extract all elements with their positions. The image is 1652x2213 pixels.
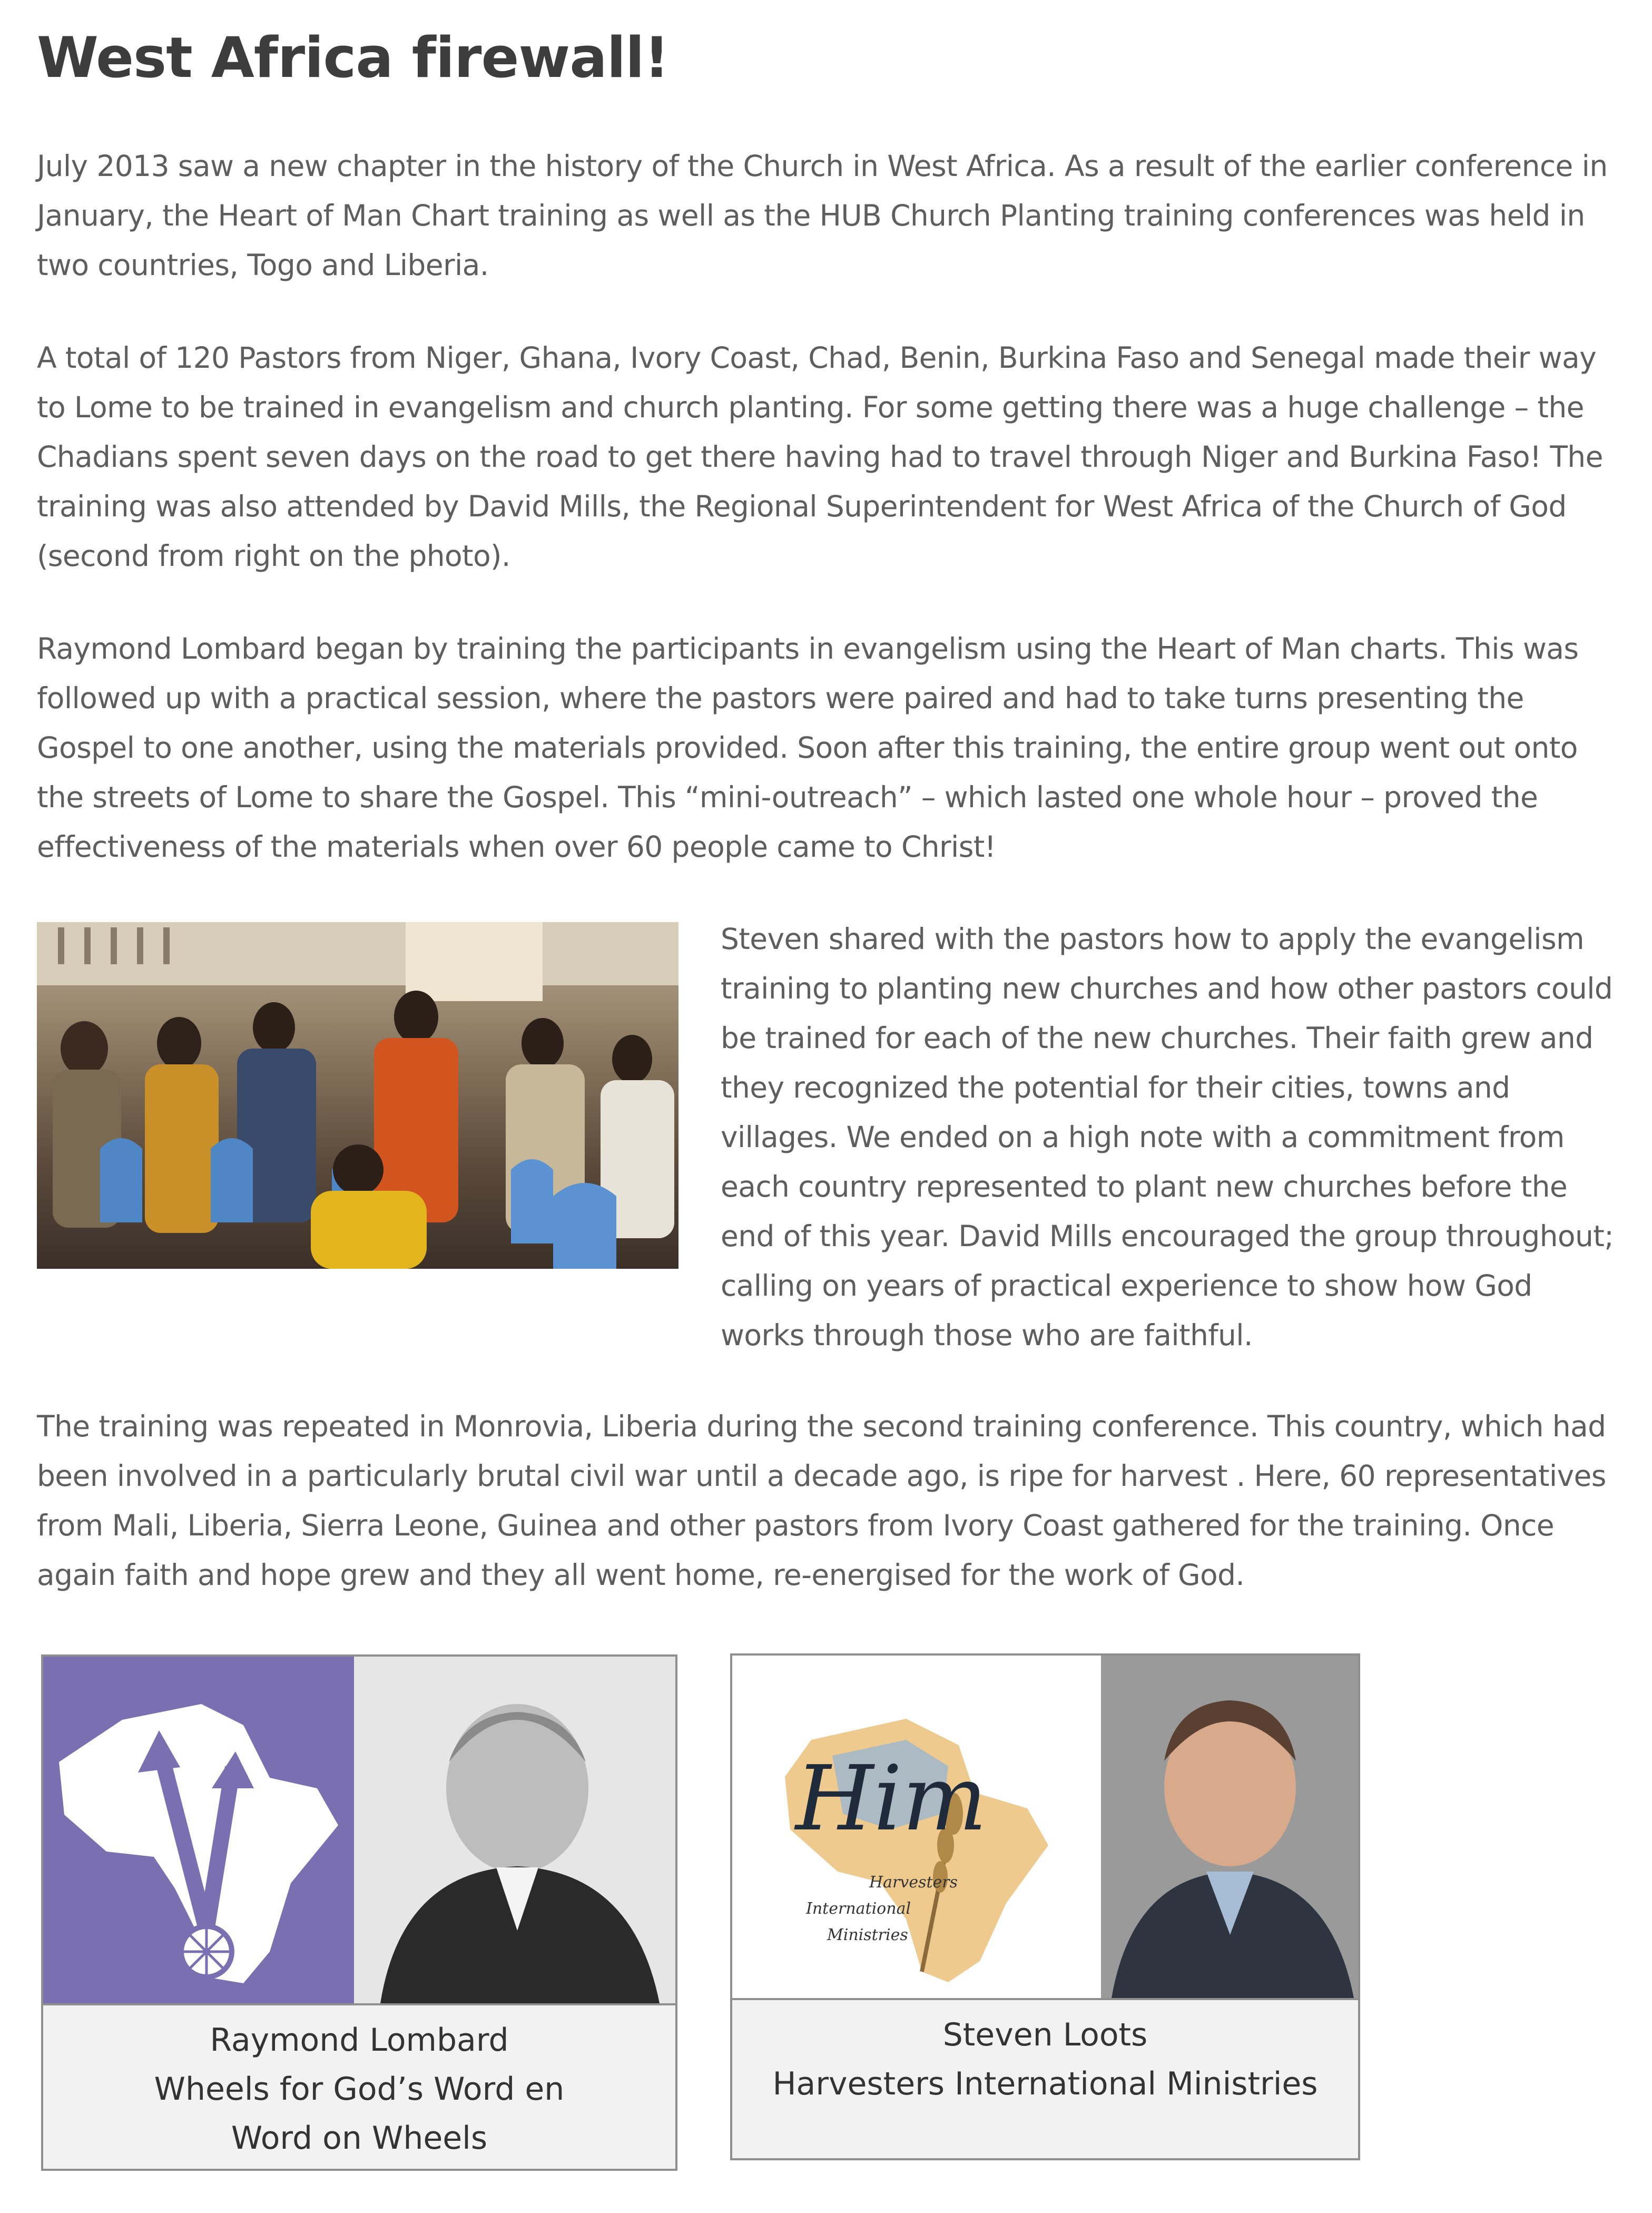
- caption-raymond: [43, 2003, 675, 2169]
- raymond-face: [446, 1704, 588, 1873]
- profile-card-raymond-lombard: [41, 1654, 677, 2171]
- profile-card-steven-loots: [730, 1653, 1360, 2160]
- profile-image-steven: [732, 1656, 1358, 1998]
- paragraph-intro: July 2013 saw a new chapter in the history of the Church in West Africa. As a result of the earlier conference in January, the Heart of Man Chart training as well as the HUB Church Planting training conferences was held in two countries, Togo and Liberia.: [37, 149, 1608, 282]
- paragraph-training: Raymond Lombard began by training the participants in evangelism using the Heart of Man charts. This was followed up with a practical session, where the pastors were paired and had to take turns presenting the Gospel to one another, using the materials provided. Soon after this training, the entire group went out onto the streets of Lome to share the Gospel. This “mini-outreach” – which lasted one whole hour – proved the effectiveness of the materials when over 60 people came to Christ!: [37, 632, 1579, 864]
- caption-steven: [732, 1998, 1358, 2158]
- caption-raymond-line-2: Wheels for God’s Word en: [154, 2071, 565, 2108]
- him-logo-mark: Him: [795, 1747, 987, 1851]
- conference-photo: [37, 922, 678, 1269]
- him-logo-word-2: International: [806, 1899, 911, 1918]
- profile-image-raymond: [43, 1657, 675, 2003]
- him-logo-word-1: Harvesters: [869, 1873, 958, 1892]
- paragraph-steven: Steven shared with the pastors how to apply the evangelism training to planting new churches and how other pastors could be trained for each of the new churches. Their faith grew and they recognized the potential for their cities, towns and villages. We ended on a high note with a commitment from each country represented to plant new churches before the end of this year. David Mills encouraged the group throughout; calling on years of practical experience to show how God works through those who are faithful.: [721, 922, 1614, 1352]
- caption-raymond-line-3: Word on Wheels: [231, 2120, 488, 2157]
- him-logo-word-3: Ministries: [827, 1926, 908, 1944]
- caption-raymond-line-1: Raymond Lombard: [210, 2022, 509, 2059]
- paragraph-pastors: A total of 120 Pastors from Niger, Ghana, Ivory Coast, Chad, Benin, Burkina Faso and Senegal made their way to Lome to be trained in evangelism and church planting. For some getting there was a huge challenge – the Chadians spent seven days on the road to get there having had to travel through Niger and Burkina Faso! The training was also attended by David Mills, the Regional Superintendent for West Africa of the Church of God (second from right on the photo).: [37, 341, 1603, 573]
- caption-steven-line-1: Steven Loots: [942, 2016, 1148, 2053]
- steven-logo-and-portrait: [732, 1656, 1358, 1998]
- conference-photo-illustration: [37, 922, 678, 1269]
- raymond-logo-and-portrait: [43, 1657, 675, 2003]
- caption-steven-line-2: Harvesters International Ministries: [772, 2065, 1318, 2102]
- article-title: West Africa firewall!: [37, 25, 669, 90]
- paragraph-monrovia: The training was repeated in Monrovia, Liberia during the second training conference. This country, which had been involved in a particularly brutal civil war until a decade ago, is ripe for harvest . Here, 60 representatives from Mali, Liberia, Sierra Leone, Guinea and other pastors from Ivory Coast gathered for the training. Once again faith and hope grew and they all went home, re-energised for the work of God.: [37, 1409, 1606, 1592]
